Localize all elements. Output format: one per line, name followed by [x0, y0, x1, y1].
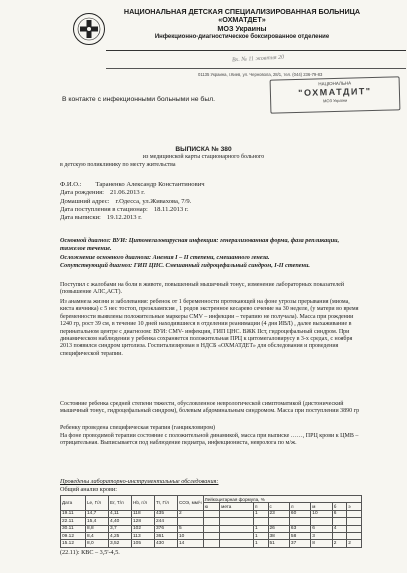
document-subtitle: из медицинской карты стационарного больного	[142, 154, 265, 160]
table-row	[61, 525, 362, 532]
table-cell	[178, 518, 204, 525]
patient-dob-label: Дата рождения:	[60, 189, 104, 196]
col-tr: Tr, Г/л	[155, 496, 178, 511]
table-cell	[203, 540, 220, 547]
table-cell	[220, 518, 254, 525]
hospital-name-line3: МОЗ Украины	[217, 23, 267, 33]
col-formula-meta: мета	[220, 503, 254, 510]
concomitant-diagnosis: Сопутствующий диагноз: ГИП ЦНС. Смешанный гидроцефальный синдром, I-II степени.	[60, 262, 310, 269]
table-cell	[347, 518, 362, 525]
patient-name-value: Тараненко Александр Константинович	[95, 181, 205, 188]
table-row	[61, 540, 362, 547]
outcome-paragraph: На фоне проводимой терапии состояние с положительной динамикой, масса при выписке ……, ПРЦ крови к ЦМВ – отрицательная. Выписывается под наблюдение педиатра, инфекциониста, невролога по м/ж.	[60, 433, 359, 447]
table-cell: 2	[347, 540, 362, 547]
col-formula-b: б	[332, 503, 347, 510]
main-diagnosis: Основной диагноз: ВУИ: Цитомегаловирусная инфекция: генерализованная форма, фаза репликации, тяжелое течение.	[60, 237, 340, 252]
blood-test-table	[60, 495, 362, 548]
stamp-line1: НАЦІОНАЛЬНА	[318, 80, 352, 87]
table-cell: 58	[289, 532, 310, 539]
table-cell	[311, 518, 332, 525]
table-cell: 4,25	[109, 532, 132, 539]
labs-subtitle: Общий анализ крови:	[60, 486, 117, 493]
table-cell: 118	[132, 510, 155, 517]
table-cell: 2	[178, 510, 204, 517]
table-cell: 14,7	[86, 510, 109, 517]
handwritten-note: Вх. № 11 жовтня 20	[231, 54, 285, 64]
therapy-paragraph: Ребенку проведена специфическая терапия (ганцикловиром)	[60, 425, 216, 431]
table-cell	[220, 525, 254, 532]
admission-date-row	[60, 206, 189, 213]
table-cell: 361	[155, 532, 178, 539]
document-recipient: в детскую поликлинику по месту жительства	[60, 162, 176, 168]
patient-address-row	[60, 198, 191, 205]
col-formula-m: м	[311, 503, 332, 510]
table-cell: 4	[332, 525, 347, 532]
table-cell: 8,4	[86, 532, 109, 539]
admission-date-label: Дата поступления в стационар:	[60, 206, 148, 213]
table-cell	[253, 518, 268, 525]
col-esr: СОЭ, мм/ч	[178, 496, 204, 511]
col-date: Дата	[61, 496, 86, 511]
hospital-address: 01135 Украина, г.Киев, ул. Черновола, 28/1, тел. (044) 236-79-83	[198, 72, 323, 77]
table-cell: 1	[253, 510, 268, 517]
condition-paragraph: Состояние ребенка средней степени тяжести, обусловленное неврологической симптоматикой (дистонический мышечный тонус, гидроцефальный синдром), болевым абдоминальным синдромом. Масса при поступлении 3890 гр	[60, 401, 360, 415]
table-cell: 37	[289, 540, 310, 547]
table-cell: 1	[253, 525, 268, 532]
table-cell	[203, 525, 220, 532]
table-cell	[332, 532, 347, 539]
table-cell: 14	[178, 540, 204, 547]
anamnesis-paragraph: Из анамнеза жизни и заболевания: ребенок от 1 беременности протекающей на фоне угрозы прерывания (миома, киста яичника) с 5 нес тостоп, преэклампсия , 1 родов экстренное кесарево сечение на 30 неделе, (у матери во время беременности выявлены положительные маркеры CMV – инфекции – терапию не получала). Масса при рождении 1240 гр, рост 39 см, в течение 10 дней находившиеся в отделении реанимации (4 дня ИВЛ) , далее выхаживание в перинатальном центре с диагнозом: ВУИ: CMV- инфекция, ГИП ЦНС. ВЖК IIст, гидроцефальный синдром. При динамическом наблюдении у ребенка сохраняется положительная ПРЦ к цитомегаловирусу в 3-х средах, с ноября 2013 появился синдром цитолиза. Госпитализирован в НДСБ «ОХМАТДЕТ» для обследования и проведения специфической терапии.	[60, 299, 359, 357]
table-cell: 63	[289, 525, 310, 532]
hospital-stamp	[270, 76, 401, 113]
col-formula: Лейкоцитарная формула, %	[203, 496, 361, 503]
complaints-paragraph: Поступил с жалобами на боли в животе, повышенный мышечный тонус, изменение лабораторных показателей (повышение АЛС,АСТ).	[60, 282, 345, 296]
table-cell: 244	[155, 518, 178, 525]
table-cell: 4,11	[109, 510, 132, 517]
department-name: Инфекционно-диагностическое боксированное отделение	[154, 34, 330, 41]
col-formula-s: с	[268, 503, 289, 510]
hospital-name-line1: НАЦИОНАЛЬНАЯ ДЕТСКАЯ СПЕЦИАЛИЗИРОВАННАЯ БОЛЬНИЦА	[123, 7, 361, 16]
table-cell: 102	[132, 525, 155, 532]
table-cell	[347, 532, 362, 539]
footer-note: (22.11): КВС – 3,5'-4,5.	[60, 549, 120, 556]
table-cell: 30.11	[61, 525, 86, 532]
patient-address-value: г.Одесса, ул.Живахова, 7/9.	[115, 198, 192, 205]
table-cell: 10	[311, 510, 332, 517]
col-er: Er, Т/л	[109, 496, 132, 511]
table-cell: 2	[332, 540, 347, 547]
header-divider-2	[106, 68, 406, 69]
table-cell	[203, 510, 220, 517]
col-formula-e: э	[347, 503, 362, 510]
hospital-name-line2: «ОХМАТДЕТ»	[218, 15, 266, 25]
table-cell	[347, 525, 362, 532]
table-cell	[220, 510, 254, 517]
patient-address-label: Домашний адрес:	[60, 198, 110, 205]
table-cell: 8,0	[86, 540, 109, 547]
table-cell: 1	[253, 540, 268, 547]
table-cell: 22.11	[61, 518, 86, 525]
discharge-date-row	[60, 214, 142, 221]
col-formula-p: п	[253, 503, 268, 510]
col-formula-yu: ю	[203, 503, 220, 510]
hospital-logo-icon	[72, 12, 106, 46]
table-cell: 376	[155, 525, 178, 532]
table-cell: 4,40	[109, 518, 132, 525]
patient-name-row	[60, 181, 205, 188]
table-row	[61, 532, 362, 539]
table-header-row	[61, 496, 362, 503]
document-title: ВЫПИСКА № 380	[175, 146, 232, 153]
col-hb: Hb, г/л	[132, 496, 155, 511]
discharge-date-label: Дата выписки:	[60, 214, 101, 221]
table-cell: 51	[268, 540, 289, 547]
table-row	[61, 518, 362, 525]
table-cell: 6	[311, 525, 332, 532]
table-cell	[203, 518, 220, 525]
patient-dob-value: 21.06.2013 г.	[109, 189, 145, 196]
table-cell: 10	[178, 532, 204, 539]
hospital-name	[112, 8, 372, 42]
table-cell: 430	[155, 540, 178, 547]
header-divider	[106, 50, 406, 51]
table-row	[61, 510, 362, 517]
col-le: Le, Г/л	[86, 496, 109, 511]
table-cell	[220, 540, 254, 547]
table-cell: 1	[253, 532, 268, 539]
table-cell: 15.12	[61, 540, 86, 547]
table-cell: 3,7	[109, 525, 132, 532]
admission-date-value: 18.11.2013 г.	[153, 206, 189, 213]
table-cell: 3,52	[109, 540, 132, 547]
table-cell: 23	[268, 510, 289, 517]
table-cell: 09.12	[61, 532, 86, 539]
table-cell: 5	[178, 525, 204, 532]
table-cell: 113	[132, 532, 155, 539]
table-cell: 6	[332, 510, 347, 517]
table-cell: 435	[155, 510, 178, 517]
table-cell	[332, 518, 347, 525]
patient-name-label: Ф.И.О.:	[60, 181, 82, 188]
table-cell: 38	[268, 532, 289, 539]
discharge-date-value: 19.12.2013 г.	[106, 214, 142, 221]
labs-title: Проведены лабораторно-инструментальные обследования:	[60, 478, 219, 485]
table-cell: 60	[289, 510, 310, 517]
patient-dob-row	[60, 189, 145, 196]
table-cell: 26	[268, 525, 289, 532]
table-cell	[289, 518, 310, 525]
table-cell	[268, 518, 289, 525]
col-formula-l: л	[289, 503, 310, 510]
table-cell: 3	[311, 532, 332, 539]
complication-diagnosis: Осложнение основного диагноза: Анемия I – II степени, смешанного генеза.	[60, 254, 270, 261]
table-cell	[203, 532, 220, 539]
contact-note: В контакте с инфекционными больными не был.	[62, 96, 216, 103]
table-cell: 19.11	[61, 510, 86, 517]
stamp-line2: "ОХМАТДИТ"	[298, 86, 372, 98]
table-cell	[220, 532, 254, 539]
table-cell: 105	[132, 540, 155, 547]
table-cell: 8,8	[86, 525, 109, 532]
table-cell: 8	[311, 540, 332, 547]
table-cell: 128	[132, 518, 155, 525]
blood-test-body	[61, 510, 362, 547]
stamp-line3: МОЗ України	[323, 97, 348, 104]
table-cell	[347, 510, 362, 517]
table-cell: 15,4	[86, 518, 109, 525]
